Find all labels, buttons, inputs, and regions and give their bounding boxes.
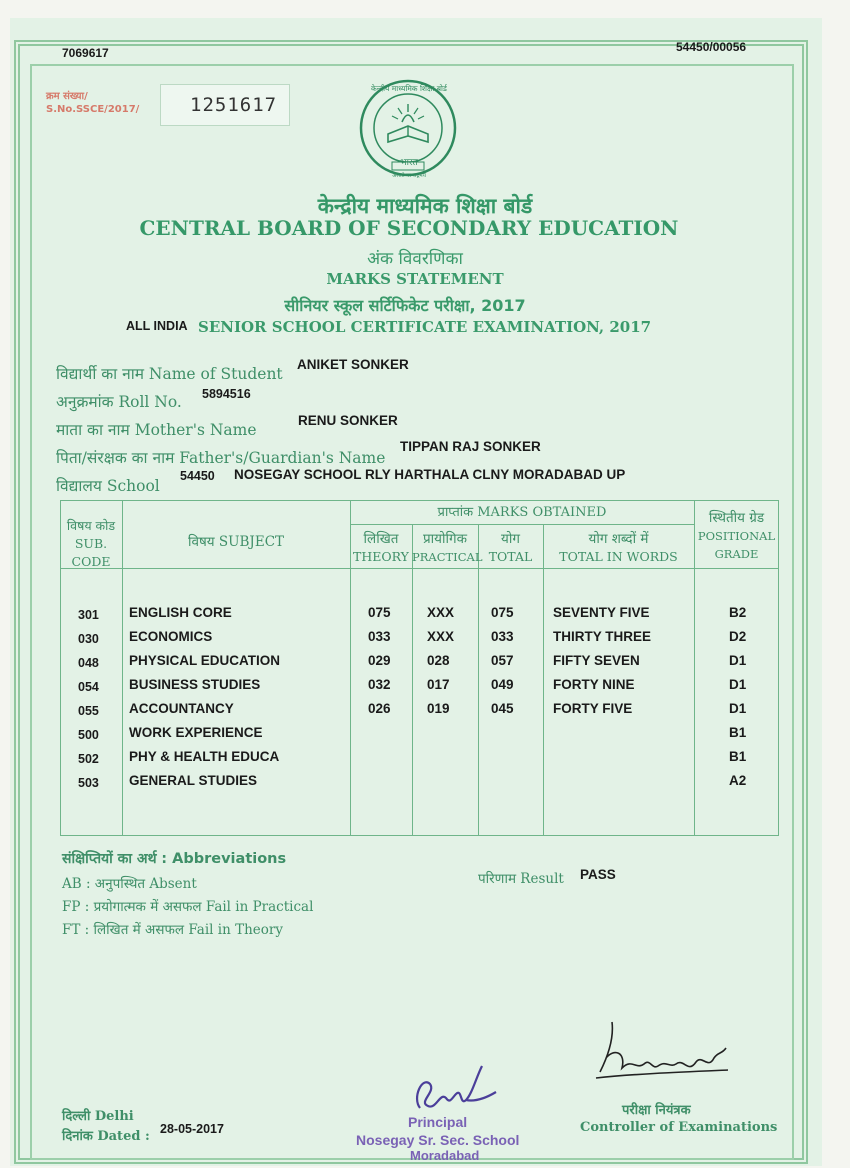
abbrev-title-en: Abbreviations bbox=[172, 851, 287, 867]
school-stamp: Nosegay Sr. Sec. School bbox=[356, 1132, 520, 1148]
th-code-en1: SUB. bbox=[74, 536, 108, 551]
student-name: ANIKET SONKER bbox=[297, 357, 409, 372]
father-name: TIPPAN RAJ SONKER bbox=[400, 439, 541, 454]
top-right-code: 54450/00056 bbox=[676, 40, 747, 54]
cell-practical: 019 bbox=[427, 701, 450, 716]
col-divider bbox=[543, 525, 544, 836]
seal-bottom-text: भारत bbox=[400, 158, 418, 168]
cell-grade: D1 bbox=[729, 653, 747, 668]
cell-subject: ACCOUNTANCY bbox=[129, 701, 234, 716]
th-total-en: TOTAL bbox=[488, 549, 533, 564]
serial-number: 1251617 bbox=[190, 94, 278, 116]
cell-words: SEVENTY FIVE bbox=[553, 605, 650, 620]
cell-subject: BUSINESS STUDIES bbox=[129, 677, 261, 692]
place-label: दिल्ली Delhi bbox=[62, 1109, 134, 1124]
cell-practical: XXX bbox=[427, 605, 455, 620]
cell-code: 048 bbox=[78, 656, 99, 670]
th-total bbox=[478, 530, 543, 566]
cell-grade: D2 bbox=[729, 629, 747, 644]
cell-subject: PHY & HEALTH EDUCA bbox=[129, 749, 280, 764]
abbrev-title bbox=[62, 848, 286, 868]
issue-date: 28-05-2017 bbox=[160, 1122, 224, 1136]
th-practical bbox=[412, 530, 483, 566]
col-divider bbox=[478, 525, 479, 836]
cell-code: 030 bbox=[78, 632, 99, 646]
school-name: NOSEGAY SCHOOL RLY HARTHALA CLNY MORADABAD UP bbox=[234, 467, 626, 482]
stamp-city: Moradabad bbox=[410, 1148, 480, 1163]
th-grade-en1: POSITIONAL bbox=[697, 529, 776, 543]
exam-title-hi: सीनियर स्कूल सर्टिफिकेट परीक्षा, 2017 bbox=[284, 296, 526, 315]
principal-label: Principal bbox=[408, 1114, 468, 1130]
controller-label-hi: परीक्षा नियंत्रक bbox=[622, 1103, 691, 1118]
controller-signature-icon bbox=[592, 1018, 732, 1088]
th-practical-en: PRACTICAL bbox=[412, 550, 483, 564]
top-left-code: 7069617 bbox=[62, 46, 109, 60]
cell-subject: ENGLISH CORE bbox=[129, 605, 232, 620]
board-title-hi: केन्द्रीय माध्यमिक शिक्षा बोर्ड bbox=[317, 194, 533, 218]
th-grade-hi: स्थितीय ग्रेड bbox=[708, 510, 765, 526]
student-name-label: विद्यार्थी का नाम Name of Student bbox=[56, 365, 283, 383]
school-code: 54450 bbox=[180, 469, 215, 483]
th-theory bbox=[350, 530, 412, 566]
cell-subject: PHYSICAL EDUCATION bbox=[129, 653, 281, 668]
cell-total: 075 bbox=[491, 605, 514, 620]
cell-practical: 028 bbox=[427, 653, 450, 668]
cell-words: FORTY NINE bbox=[553, 677, 635, 692]
doc-title-hi: अंक विवरणिका bbox=[367, 249, 463, 269]
cell-subject: GENERAL STUDIES bbox=[129, 773, 258, 788]
dated-label: दिनांक Dated : bbox=[62, 1129, 150, 1144]
doc-title-en: MARKS STATEMENT bbox=[326, 270, 504, 288]
cell-subject: WORK EXPERIENCE bbox=[129, 725, 263, 740]
th-practical-hi: प्रायोगिक bbox=[423, 531, 467, 547]
cell-theory: 026 bbox=[368, 701, 391, 716]
abbrev-fail-practical: FP : प्रयोगात्मक में असफल Fail in Practical bbox=[62, 899, 314, 915]
abbrev-absent: AB : अनुपस्थित Absent bbox=[62, 876, 197, 892]
cell-total: 045 bbox=[491, 701, 514, 716]
cell-theory: 075 bbox=[368, 605, 391, 620]
cell-grade: B1 bbox=[729, 749, 747, 764]
cell-theory: 029 bbox=[368, 653, 391, 668]
mother-name: RENU SONKER bbox=[298, 413, 398, 428]
cell-words: THIRTY THREE bbox=[553, 629, 652, 644]
result-value: PASS bbox=[580, 867, 616, 882]
serial-label bbox=[46, 90, 139, 116]
th-theory-en: THEORY bbox=[353, 549, 409, 564]
serial-label-hi: क्रम संख्या/ bbox=[46, 91, 88, 102]
abbrev-fail-theory: FT : लिखित में असफल Fail in Theory bbox=[62, 922, 283, 938]
cell-total: 049 bbox=[491, 677, 514, 692]
cell-code: 055 bbox=[78, 704, 99, 718]
cell-grade: A2 bbox=[729, 773, 747, 788]
cell-grade: B2 bbox=[729, 605, 747, 620]
cell-code: 301 bbox=[78, 608, 99, 622]
cell-words: FIFTY SEVEN bbox=[553, 653, 640, 668]
cell-total: 033 bbox=[491, 629, 514, 644]
cell-code: 503 bbox=[78, 776, 99, 790]
cell-practical: XXX bbox=[427, 629, 455, 644]
th-words-en: TOTAL IN WORDS bbox=[559, 549, 678, 564]
cell-code: 054 bbox=[78, 680, 99, 694]
cell-grade: B1 bbox=[729, 725, 747, 740]
th-total-hi: योग bbox=[501, 531, 520, 547]
roll-label: अनुक्रमांक Roll No. bbox=[56, 393, 182, 411]
seal-top-text: केन्द्रीय माध्यमिक शिक्षा बोर्ड bbox=[371, 84, 447, 93]
cell-practical: 017 bbox=[427, 677, 450, 692]
cell-grade: D1 bbox=[729, 701, 747, 716]
th-theory-hi: लिखित bbox=[363, 531, 399, 547]
col-divider bbox=[412, 525, 413, 836]
th-words bbox=[543, 530, 694, 566]
father-name-label: पिता/संरक्षक का नाम Father's/Guardian's Name bbox=[56, 449, 386, 467]
cell-words: FORTY FIVE bbox=[553, 701, 633, 716]
controller-label-en: Controller of Examinations bbox=[580, 1120, 778, 1135]
cell-subject: ECONOMICS bbox=[129, 629, 213, 644]
row-divider bbox=[60, 568, 779, 569]
mother-name-label: माता का नाम Mother's Name bbox=[56, 421, 257, 439]
cell-theory: 032 bbox=[368, 677, 391, 692]
abbrev-title-hi: संक्षिप्तियों का अर्थ : bbox=[62, 851, 168, 867]
th-subject: विषय SUBJECT bbox=[187, 534, 285, 550]
seal-motto: असतो मा सद्गमय bbox=[392, 173, 426, 179]
cell-theory: 033 bbox=[368, 629, 391, 644]
th-grade bbox=[694, 509, 779, 563]
serial-label-en: S.No.SSCE/2017/ bbox=[46, 104, 140, 115]
result-label: परिणाम Result bbox=[478, 871, 564, 887]
board-title-en: CENTRAL BOARD OF SECONDARY EDUCATION bbox=[139, 216, 679, 240]
th-code-en2: CODE bbox=[71, 554, 111, 569]
roll-number: 5894516 bbox=[202, 387, 251, 401]
cell-grade: D1 bbox=[729, 677, 747, 692]
school-label: विद्यालय School bbox=[56, 477, 160, 495]
th-code-hi: विषय कोड bbox=[66, 518, 116, 533]
th-code bbox=[60, 517, 122, 571]
cell-code: 502 bbox=[78, 752, 99, 766]
cell-code: 500 bbox=[78, 728, 99, 742]
cell-total: 057 bbox=[491, 653, 514, 668]
th-marks: प्राप्तांक MARKS OBTAINED bbox=[437, 505, 607, 520]
th-grade-en2: GRADE bbox=[714, 547, 759, 561]
exam-title-en: SENIOR SCHOOL CERTIFICATE EXAMINATION, 2017 bbox=[198, 318, 652, 336]
scope-label: ALL INDIA bbox=[126, 319, 188, 333]
th-words-hi: योग शब्दों में bbox=[588, 531, 649, 547]
row-divider bbox=[350, 524, 694, 525]
